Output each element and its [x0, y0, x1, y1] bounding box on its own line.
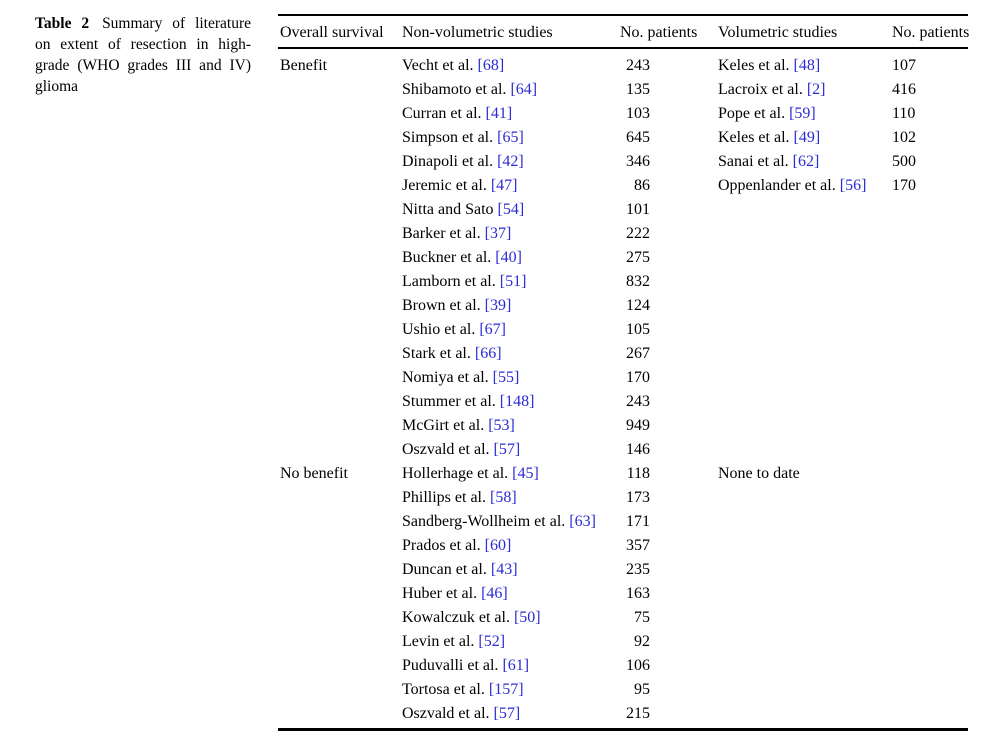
study-name: Vecht et al.	[402, 57, 474, 74]
citation-link[interactable]: [37]	[484, 225, 512, 242]
patients-cell: 124	[626, 297, 650, 314]
patients-cell: 416	[892, 81, 916, 98]
study-cell	[402, 414, 618, 438]
study-cell	[402, 54, 618, 78]
patients-cell	[890, 462, 968, 486]
caption-line	[35, 13, 251, 34]
patients-cell: 171	[626, 513, 650, 530]
study-name: Oszvald et al.	[402, 441, 490, 458]
table-row	[278, 678, 968, 702]
column-header-overall-survival: Overall survival	[280, 24, 384, 41]
patients-cell: 103	[626, 105, 650, 122]
study-cell	[402, 558, 618, 582]
patients-cell: 645	[626, 129, 650, 146]
patients-cell	[890, 318, 968, 342]
study-cell	[718, 126, 890, 150]
patients-cell	[890, 510, 968, 534]
column-header-no-patients-1: No. patients	[620, 24, 698, 41]
study-name: McGirt et al.	[402, 417, 485, 434]
study-cell	[402, 366, 618, 390]
citation-link[interactable]: [60]	[484, 537, 512, 554]
study-cell	[718, 246, 890, 270]
patients-cell: 106	[626, 657, 650, 674]
citation-link[interactable]: [51]	[499, 273, 527, 290]
table-row	[278, 534, 968, 558]
table-row	[278, 558, 968, 582]
table-row	[278, 654, 968, 678]
survival-cell	[278, 246, 402, 270]
study-name: Sanai et al.	[718, 153, 789, 170]
study-name: Sandberg-Wollheim et al.	[402, 513, 566, 530]
citation-link[interactable]: [39]	[484, 297, 512, 314]
patients-cell: 75	[634, 609, 650, 626]
study-cell	[718, 318, 890, 342]
patients-cell: 105	[626, 321, 650, 338]
column-header-non-volumetric-studies: Non-volumetric studies	[402, 24, 553, 41]
study-cell	[718, 366, 890, 390]
study-name: Barker et al.	[402, 225, 481, 242]
patients-cell: 346	[626, 153, 650, 170]
survival-cell	[278, 102, 402, 126]
study-name: Stummer et al.	[402, 393, 496, 410]
study-cell	[718, 54, 890, 78]
table-row	[278, 318, 968, 342]
study-cell	[718, 294, 890, 318]
patients-cell	[890, 246, 968, 270]
patients-cell	[890, 630, 968, 654]
patients-cell	[890, 390, 968, 414]
table-row	[278, 462, 968, 486]
column-header-no-patients-2: No. patients	[892, 24, 970, 41]
citation-link[interactable]: [47]	[490, 177, 518, 194]
citation-link[interactable]: [46]	[481, 585, 508, 602]
study-cell	[718, 630, 890, 654]
survival-cell	[278, 198, 402, 222]
summary-table	[278, 14, 968, 731]
table-row	[278, 174, 968, 198]
survival-cell	[278, 390, 402, 414]
patients-cell	[890, 582, 968, 606]
table-row	[278, 390, 968, 414]
study-cell	[718, 534, 890, 558]
survival-cell	[278, 630, 402, 654]
study-name: Oppenlander et al.	[718, 177, 836, 194]
study-cell	[718, 606, 890, 630]
caption-text: Summary of literature	[102, 15, 252, 32]
study-cell	[402, 438, 618, 462]
citation-link[interactable]: [54]	[497, 201, 525, 218]
citation-link[interactable]: [55]	[492, 369, 520, 386]
study-cell	[402, 150, 618, 174]
patients-cell: 243	[626, 393, 650, 410]
patients-cell	[890, 702, 968, 726]
study-name: Kowalczuk et al.	[402, 609, 510, 626]
study-cell	[718, 486, 890, 510]
patients-cell: 500	[892, 153, 916, 170]
study-cell	[718, 558, 890, 582]
table-row	[278, 102, 968, 126]
study-cell	[718, 150, 890, 174]
study-cell	[402, 126, 618, 150]
study-cell	[718, 222, 890, 246]
survival-cell: No benefit	[280, 465, 348, 482]
citation-link[interactable]: [2]	[806, 81, 826, 98]
study-name: Shibamoto et al.	[402, 81, 507, 98]
citation-link[interactable]: [57]	[493, 705, 521, 722]
table-row	[278, 78, 968, 102]
patients-cell: 235	[626, 561, 650, 578]
study-name: Nitta and Sato	[402, 201, 494, 218]
table-row	[278, 702, 968, 726]
study-cell	[402, 462, 618, 486]
study-name: Curran et al.	[402, 105, 482, 122]
survival-cell	[278, 318, 402, 342]
study-name: Lacroix et al.	[718, 81, 803, 98]
study-cell	[718, 654, 890, 678]
patients-cell: 215	[626, 705, 650, 722]
patients-cell	[890, 438, 968, 462]
study-cell	[718, 174, 890, 198]
study-name: Huber et al.	[402, 585, 478, 602]
survival-cell	[278, 342, 402, 366]
study-cell	[402, 582, 618, 606]
patients-cell: 86	[634, 177, 650, 194]
patients-cell	[890, 414, 968, 438]
column-header-volumetric-studies: Volumetric studies	[718, 24, 838, 41]
patients-cell: 110	[892, 105, 916, 122]
study-cell	[402, 246, 618, 270]
study-name: Puduvalli et al.	[402, 657, 499, 674]
table-body	[278, 49, 968, 731]
patients-cell: 102	[892, 129, 916, 146]
survival-cell	[278, 534, 402, 558]
study-name: Keles et al.	[718, 57, 790, 74]
citation-link[interactable]: [52]	[478, 633, 506, 650]
table-row	[278, 126, 968, 150]
citation-link[interactable]: [59]	[789, 105, 816, 122]
study-name: Phillips et al.	[402, 489, 486, 506]
patients-cell: 275	[626, 249, 650, 266]
survival-cell: Benefit	[280, 57, 328, 74]
citation-link[interactable]: [43]	[490, 561, 518, 578]
patients-cell: 243	[626, 57, 650, 74]
caption-label: Table 2	[35, 15, 90, 32]
study-name: Buckner et al.	[402, 249, 492, 266]
survival-cell	[278, 174, 402, 198]
table-row	[278, 438, 968, 462]
study-name: Nomiya et al.	[402, 369, 489, 386]
study-name: Levin et al.	[402, 633, 475, 650]
table-caption	[35, 13, 251, 97]
study-cell	[718, 582, 890, 606]
table-row	[278, 54, 968, 78]
study-cell	[402, 294, 618, 318]
table-row	[278, 294, 968, 318]
study-name: Oszvald et al.	[402, 705, 490, 722]
study-name: Tortosa et al.	[402, 681, 485, 698]
citation-link[interactable]: [53]	[488, 417, 515, 434]
study-cell	[402, 318, 618, 342]
caption-line: grade (WHO grades III and IV)	[35, 57, 251, 74]
patients-cell: 163	[626, 585, 650, 602]
survival-cell	[278, 414, 402, 438]
study-name: Ushio et al.	[402, 321, 476, 338]
survival-cell	[278, 678, 402, 702]
study-cell	[402, 174, 618, 198]
study-name: Jeremic et al.	[402, 177, 487, 194]
survival-cell	[278, 486, 402, 510]
survival-cell	[278, 510, 402, 534]
table-row	[278, 630, 968, 654]
survival-cell	[278, 150, 402, 174]
study-cell	[402, 78, 618, 102]
study-name: Duncan et al.	[402, 561, 487, 578]
patients-cell: 146	[626, 441, 650, 458]
survival-cell	[278, 78, 402, 102]
survival-cell	[278, 366, 402, 390]
study-cell	[718, 78, 890, 102]
patients-cell: 101	[626, 201, 650, 218]
citation-link[interactable]: [61]	[502, 657, 530, 674]
study-cell	[718, 342, 890, 366]
citation-link[interactable]: [41]	[485, 105, 513, 122]
study-cell	[402, 702, 618, 726]
patients-cell	[890, 222, 968, 246]
survival-cell	[278, 222, 402, 246]
survival-cell	[278, 558, 402, 582]
survival-cell	[278, 294, 402, 318]
patients-cell: 92	[634, 633, 650, 650]
citation-link[interactable]: [50]	[513, 609, 541, 626]
patients-cell	[890, 534, 968, 558]
study-cell	[718, 678, 890, 702]
citation-link[interactable]: [62]	[792, 153, 820, 170]
study-cell	[402, 342, 618, 366]
survival-cell	[278, 702, 402, 726]
study-cell	[402, 678, 618, 702]
study-cell	[402, 510, 618, 534]
table-row	[278, 510, 968, 534]
survival-cell	[278, 582, 402, 606]
citation-link[interactable]: [57]	[493, 441, 521, 458]
patients-cell	[890, 606, 968, 630]
study-cell	[718, 390, 890, 414]
study-cell	[718, 438, 890, 462]
patients-cell: 357	[626, 537, 650, 554]
study-name: Keles et al.	[718, 129, 790, 146]
study-name: Simpson et al.	[402, 129, 494, 146]
survival-cell	[278, 654, 402, 678]
patients-cell	[890, 342, 968, 366]
study-cell	[718, 102, 890, 126]
citation-link[interactable]: [48]	[793, 57, 821, 74]
study-cell	[402, 270, 618, 294]
table-row	[278, 246, 968, 270]
study-cell	[402, 102, 618, 126]
table-row	[278, 270, 968, 294]
patients-cell	[890, 198, 968, 222]
study-name: Pope et al.	[718, 105, 786, 122]
study-cell	[402, 606, 618, 630]
patients-cell	[890, 270, 968, 294]
table-row	[278, 222, 968, 246]
citation-link[interactable]: [148]	[499, 393, 535, 410]
study-name: Dinapoli et al.	[402, 153, 494, 170]
table-row	[278, 582, 968, 606]
table-row	[278, 486, 968, 510]
study-name: Brown et al.	[402, 297, 481, 314]
study-cell	[402, 534, 618, 558]
volumetric-note-cell: None to date	[718, 465, 800, 482]
patients-cell	[890, 366, 968, 390]
table-row	[278, 342, 968, 366]
patients-cell: 118	[626, 465, 650, 482]
patients-cell	[890, 654, 968, 678]
study-cell	[718, 702, 890, 726]
patients-cell	[890, 486, 968, 510]
citation-link[interactable]: [64]	[510, 81, 538, 98]
citation-link[interactable]: [68]	[477, 57, 505, 74]
survival-cell	[278, 270, 402, 294]
caption-line: glioma	[35, 78, 79, 95]
citation-link[interactable]: [45]	[512, 465, 539, 482]
study-cell	[718, 198, 890, 222]
study-cell	[402, 486, 618, 510]
citation-link[interactable]: [49]	[793, 129, 821, 146]
patients-cell: 170	[626, 369, 650, 386]
study-cell	[718, 270, 890, 294]
study-cell	[402, 630, 618, 654]
study-cell	[402, 654, 618, 678]
citation-link[interactable]: [157]	[488, 681, 524, 698]
patients-cell: 832	[626, 273, 650, 290]
study-cell	[718, 510, 890, 534]
patients-cell: 135	[626, 81, 650, 98]
study-cell	[402, 198, 618, 222]
study-cell	[402, 222, 618, 246]
table-row	[278, 606, 968, 630]
survival-cell	[278, 438, 402, 462]
patients-cell: 95	[634, 681, 650, 698]
study-name: Hollerhage et al.	[402, 465, 509, 482]
table-row	[278, 150, 968, 174]
citation-link[interactable]: [67]	[479, 321, 506, 338]
study-cell	[718, 414, 890, 438]
table-row	[278, 198, 968, 222]
survival-cell	[278, 606, 402, 630]
citation-link[interactable]: [65]	[497, 129, 524, 146]
study-name: Lamborn et al.	[402, 273, 496, 290]
patients-cell: 173	[626, 489, 650, 506]
patients-cell	[890, 558, 968, 582]
patients-cell: 170	[892, 177, 916, 194]
patients-cell: 107	[892, 57, 916, 74]
table-row	[278, 366, 968, 390]
citation-link[interactable]: [42]	[497, 153, 524, 170]
table-row	[278, 414, 968, 438]
survival-cell	[278, 126, 402, 150]
table-header	[278, 16, 968, 49]
caption-line: on extent of resection in high-	[35, 36, 251, 53]
study-name: Stark et al.	[402, 345, 471, 362]
citation-link[interactable]: [66]	[474, 345, 502, 362]
citation-link[interactable]: [58]	[490, 489, 517, 506]
patients-cell	[890, 294, 968, 318]
patients-cell	[890, 678, 968, 702]
patients-cell: 222	[626, 225, 650, 242]
citation-link[interactable]: [40]	[495, 249, 522, 266]
citation-link[interactable]: [56]	[839, 177, 867, 194]
study-cell	[402, 390, 618, 414]
citation-link[interactable]: [63]	[569, 513, 596, 530]
study-name: Prados et al.	[402, 537, 481, 554]
patients-cell: 949	[626, 417, 650, 434]
patients-cell: 267	[626, 345, 650, 362]
